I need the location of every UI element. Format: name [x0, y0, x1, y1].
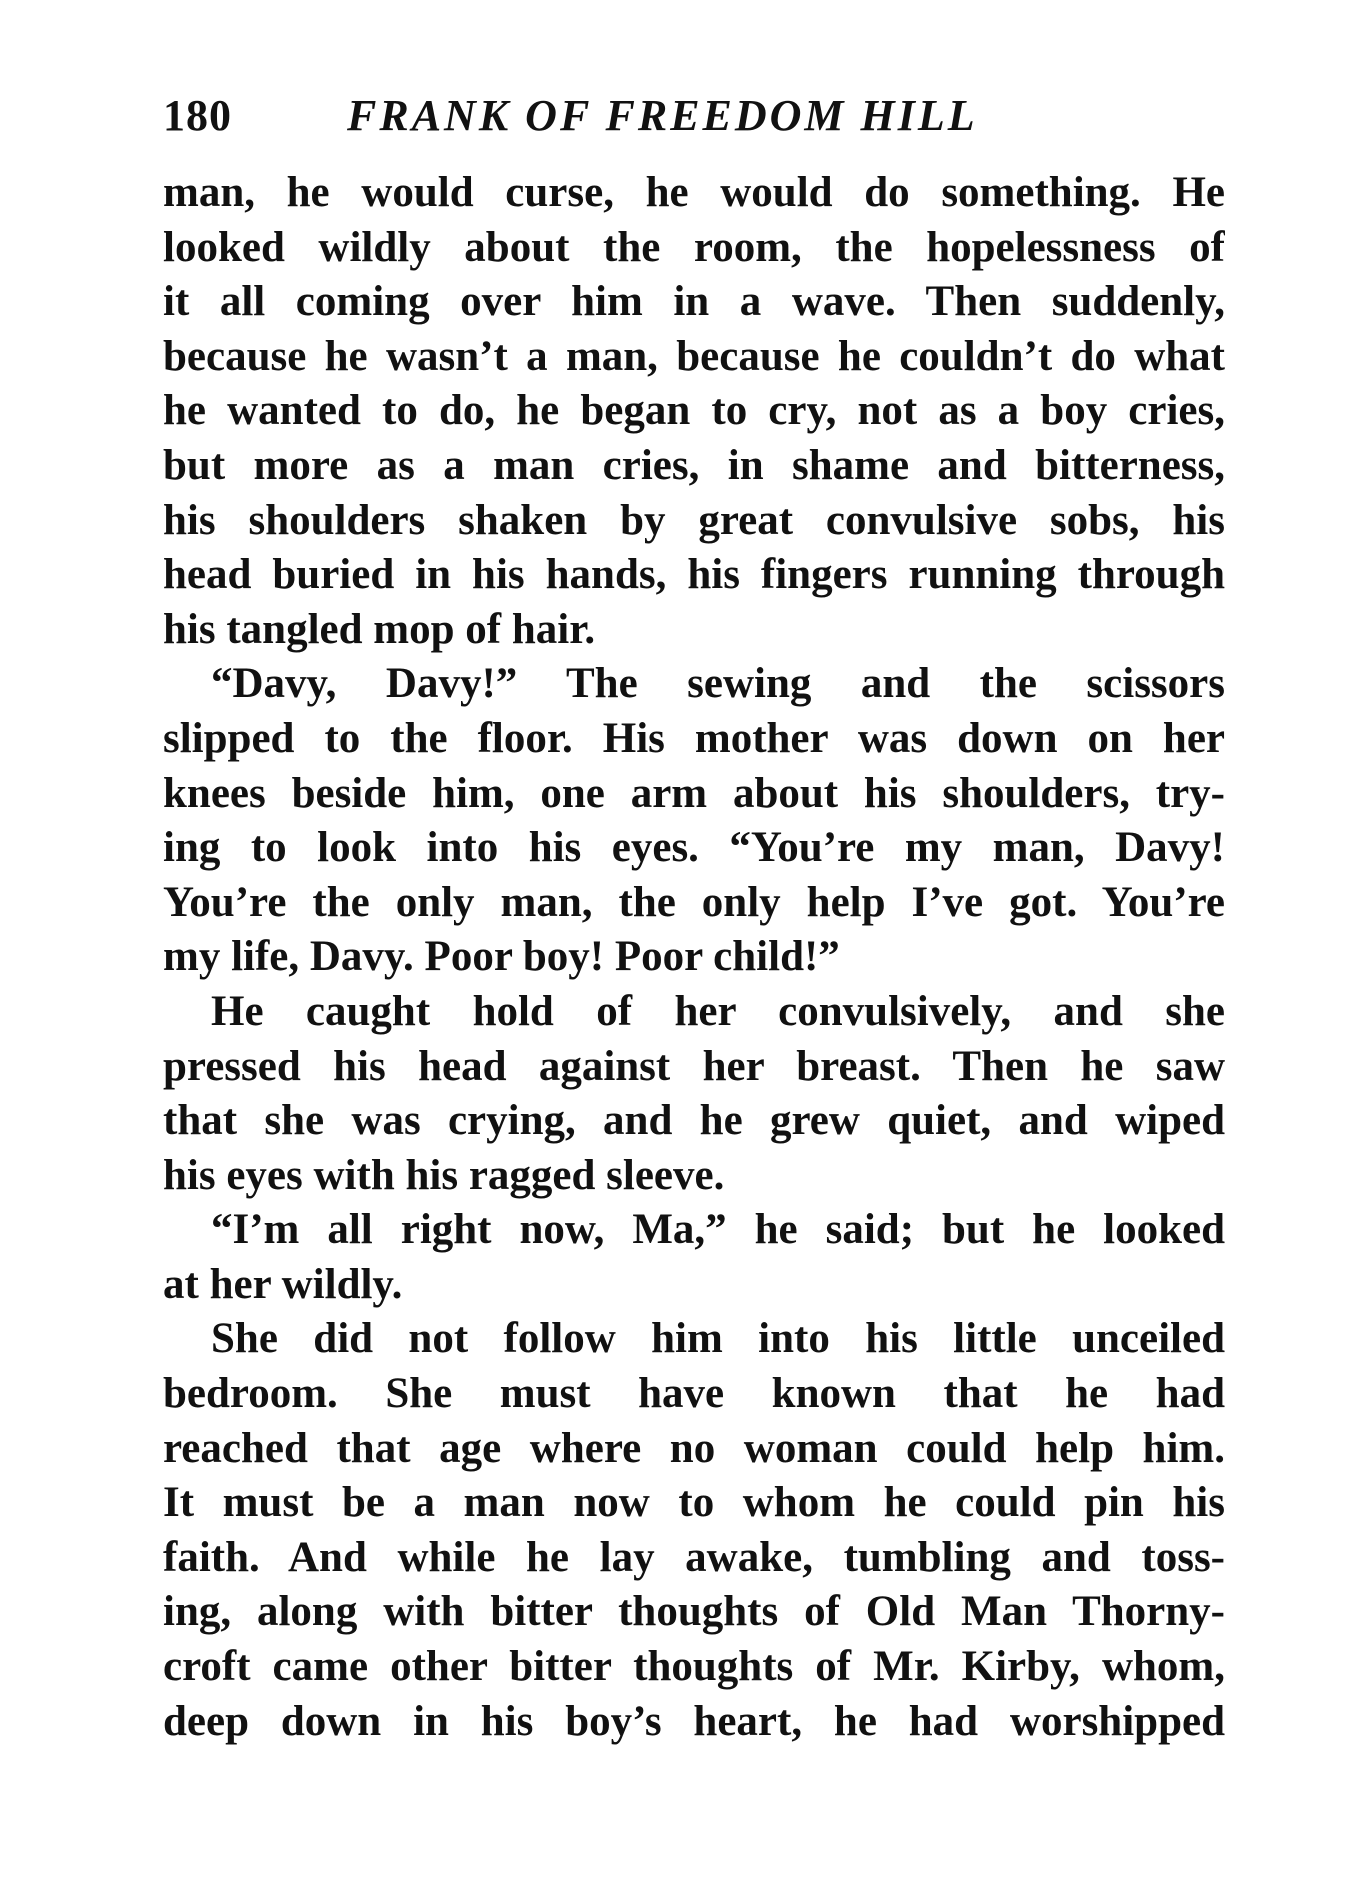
text-line: She did not follow him into his little unceiled [211, 1315, 1225, 1363]
page-header [163, 90, 1223, 150]
text-line: pressed his head against her breast. Then he saw [163, 1042, 1225, 1090]
text-line: bedroom. She must have known that he had [163, 1370, 1225, 1418]
text-line: croft came other bitter thoughts of Mr. Kirby, whom, [163, 1643, 1225, 1691]
text-line: slipped to the floor. His mother was down on her [163, 714, 1225, 762]
text-line: faith. And while he lay awake, tumbling and toss- [163, 1533, 1225, 1581]
text-line: because he wasn’t a man, because he couldn’t do what [163, 332, 1225, 380]
text-line: man, he would curse, he would do something. He [163, 169, 1225, 216]
text-line: reached that age where no woman could help him. [163, 1424, 1225, 1472]
text-line: his shoulders shaken by great convulsive sobs, his [163, 496, 1225, 544]
text-line: my life, Davy. Poor boy! Poor child!” [163, 933, 840, 981]
text-line: head buried in his hands, his fingers running through [163, 551, 1225, 599]
text-line: He caught hold of her convulsively, and she [211, 987, 1225, 1035]
text-line: ing, along with bitter thoughts of Old Man Thorny- [163, 1588, 1225, 1636]
text-line: ing to look into his eyes. “You’re my man, Davy! [163, 824, 1225, 872]
running-title: FRANK OF FREEDOM HILL [347, 91, 978, 140]
text-line: knees beside him, one arm about his shoulders, try- [163, 769, 1225, 817]
text-line: but more as a man cries, in shame and bitterness, [163, 441, 1225, 489]
text-line: deep down in his boy’s heart, he had worshipped [163, 1697, 1225, 1745]
text-line: at her wildly. [163, 1260, 403, 1308]
text-line: It must be a man now to whom he could pin his [163, 1479, 1225, 1527]
text-line: looked wildly about the room, the hopelessness of [163, 223, 1225, 271]
body-text [163, 166, 1225, 1749]
text-line: his tangled mop of hair. [163, 605, 596, 653]
text-line: his eyes with his ragged sleeve. [163, 1151, 725, 1199]
text-line: “I’m all right now, Ma,” he said; but he looked [211, 1206, 1225, 1254]
text-line: “Davy, Davy!” The sewing and the scissors [211, 660, 1225, 708]
text-line: You’re the only man, the only help I’ve got. You’re [163, 878, 1225, 926]
page-number: 180 [163, 91, 232, 140]
text-line: that she was crying, and he grew quiet, and wiped [163, 1097, 1225, 1145]
text-line: it all coming over him in a wave. Then suddenly, [163, 278, 1225, 326]
text-line: he wanted to do, he began to cry, not as a boy cries, [163, 387, 1225, 435]
